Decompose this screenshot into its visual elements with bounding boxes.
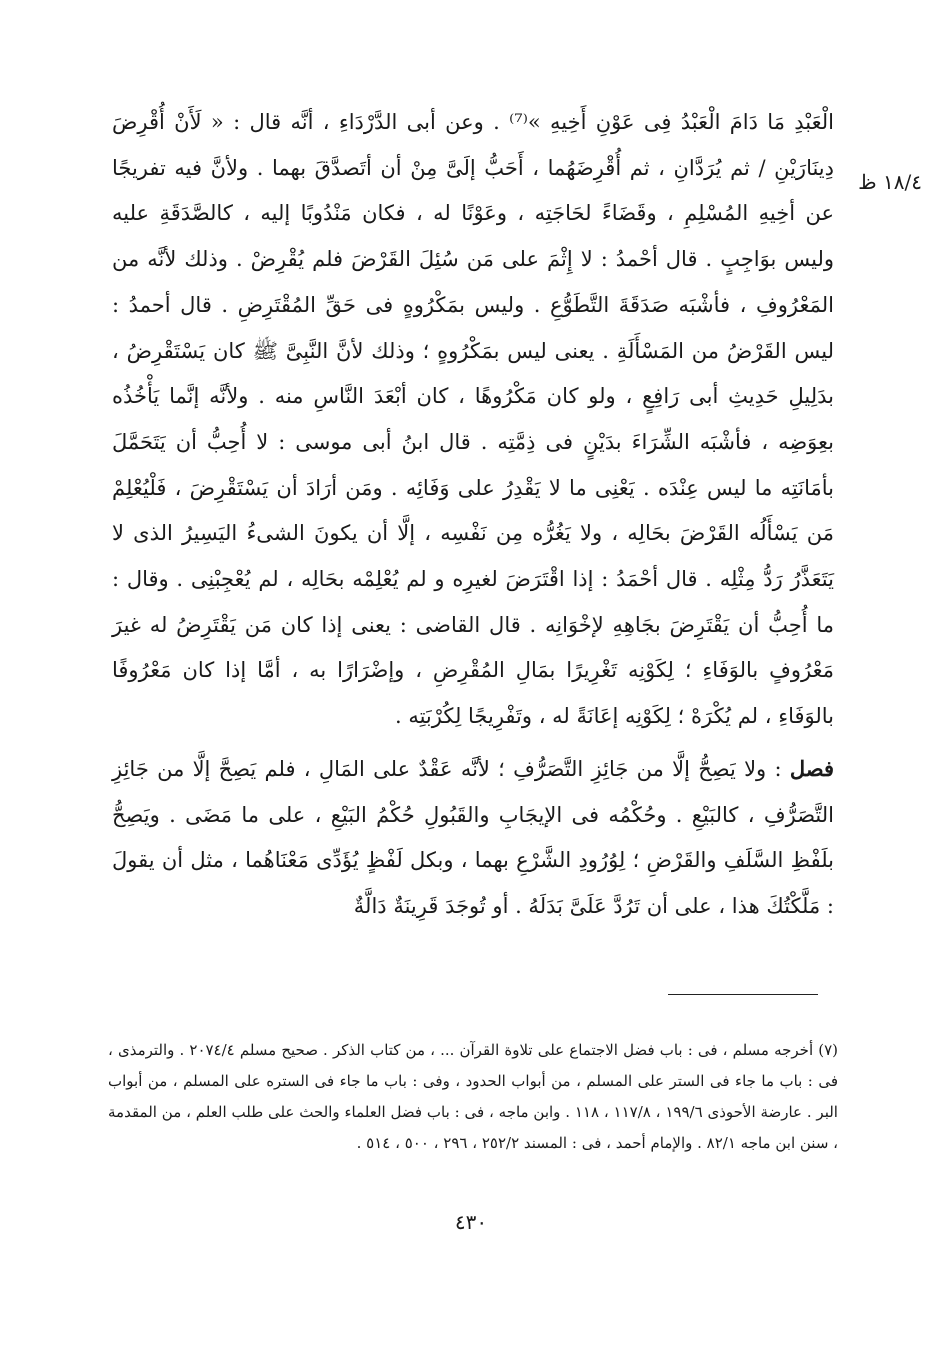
footnote-divider [668,994,818,995]
main-text [112,100,834,930]
footnote-7: (٧) أخرجه مسلم ، فى : باب فضل الاجتماع على تلاوة القرآن ... ، من كتاب الذكر . صحيح مسلم ٢٠٧٤/٤ . والترمذى ، فى : باب ما جاء فى الستر على المسلم ، من أبواب الحدود ، وفى : باب ما جاء فى الستره على المسلم ، من أبواب البر . عارضة الأحوذى ١٩٩/٦ ، ١١٧/٨ ، ١١٨ . وابن ماجه ، فى : باب فضل العلماء والحث على طلب العلم ، من المقدمة ، سنن ابن ماجه ٨٢/١ . والإمام أحمد ، فى : المسند ٢٥٢/٢ ، ٢٩٦ ، ٥٠٠ ، ٥١٤ . [108,1041,838,1152]
section-label: فصل [789,755,834,781]
paragraph-1: الْعَبْدِ مَا دَامَ الْعَبْدُ فِى عَوْنِ أَخِيهِ »⁽⁷⁾ . وعن أبى الدَّرْدَاءِ ، أنَّه قال : « لَأَنْ أُقْرِضَ دِينَارَيْنِ / ثم يُرَدَّانِ ، ثم أُقْرِضَهُما ، أَحَبُّ إلَىَّ مِنْ أن أتَصدَّقَ بهما . ولأنَّ فيه تفريجًا عن أخِيهِ المُسْلِمِ ، وقَضَاءً لحَاجَتِه ، وعَوْنًا له ، فكان مَنْدُوبًا إليه ، كالصَّدَقَةِ عليه وليس بوَاجِبٍ . قال أحْمدُ : لا إِثْمَ على مَن سُئِلَ القَرْضَ فلم يُقْرِضْ . وذلك لأنَّه من المَعْرُوفِ ، فأشْبَه صَدَقَةَ التَّطَوُّعِ . وليس بمَكْرُوهٍ فى حَقِّ المُقْتَرِضِ . قال أحمدُ : ليس القَرْضُ من المَسْأَلَةِ . يعنى ليس بمَكْرُوهٍ ؛ وذلك لأنَّ النَّبِىَّ ﷺ كان يَسْتَقْرِضُ ، بدَلِيلِ حَدِيثِ أبى رَافِعٍ ، ولو كان مَكْرُوهًا ، كان أبْعَدَ النَّاسِ منه . ولأنَّه إنَّما يَأْخُذُه بعِوَضِه ، فأشْبَه الشِّرَاءَ بدَيْنٍ فى ذِمَّتِه . قال ابنُ أبى موسى : لا أُحِبُّ أن يَتَحَمَّلَ بأمَانَتِه ما ليس عِنْدَه . يَعْنِى ما لا يَقْدِرُ على وَفَائِه . ومَن أرَادَ أن يَسْتَقْرِضَ ، فَلْيُعْلِمْ مَن يَسْأَلُه القَرْضَ بحَالِه ، ولا يَغُرُّه مِن نَفْسِه ، إلَّا أن يكونَ الشىءُ اليَسِيرُ الذى لا يَتَعَذَّرُ رَدُّ مِثْلِه . قال أحْمَدُ : إذا اقْتَرَضَ لغيرِه و لم يُعْلِمْه بحَالِه ، لم يُعْجِبْنِى . وقال : ما أُحِبُّ أن يَقْتَرِضَ بجَاهِهِ لإخْوَانِه . قال القاضى : يعنى إذا كان مَن يَقْتَرِضُ له غيرَ مَعْرُوفٍ بالوَفَاءِ ؛ لِكَوْنِه تَغْرِيرًا بمَالِ المُقْرِضِ ، وإضْرَارًا به ، أمَّا إذا كان مَعْرُوفًا بالوَفَاءِ ، لم يُكْرَهْ ؛ لِكَوْنِه إعَانَةً له ، وتَفْرِيجًا لِكُرْبَتِه . [112,110,834,729]
footnote [108,1035,838,1159]
page-number: ٤٣٠ [454,1210,488,1234]
paragraph-2-text: : ولا يَصِحُّ إلَّا من جَائِزِ التَّصَرُّفِ ؛ لأنَّه عَقْدٌ على المَالِ ، فلم يَصِحَّ إلَّا من جَائِزِ التَّصَرُّفِ ، كالبَيْعِ . وحُكْمُه فى الإيجَابِ والقَبُولِ حُكْمُ البَيْعِ ، على ما مَضَى . ويَصِحُّ بلَفْظِ السَّلَفِ والقَرْضِ ؛ لِوُرُودِ الشَّرْعِ بهما ، وبكل لَفْظٍ يُؤَدِّى مَعْنَاهُما ، مثل أن يقولَ : مَلَّكْتُكَ هذا ، على أن تَرُدَّ عَلَىَّ بَدَلَهُ . أو تُوجَدَ قَرِينَةٌ دَالَّةٌ [112,756,835,918]
paragraph-2 [112,746,834,930]
margin-reference: ١٨/٤ ظ [858,170,922,194]
